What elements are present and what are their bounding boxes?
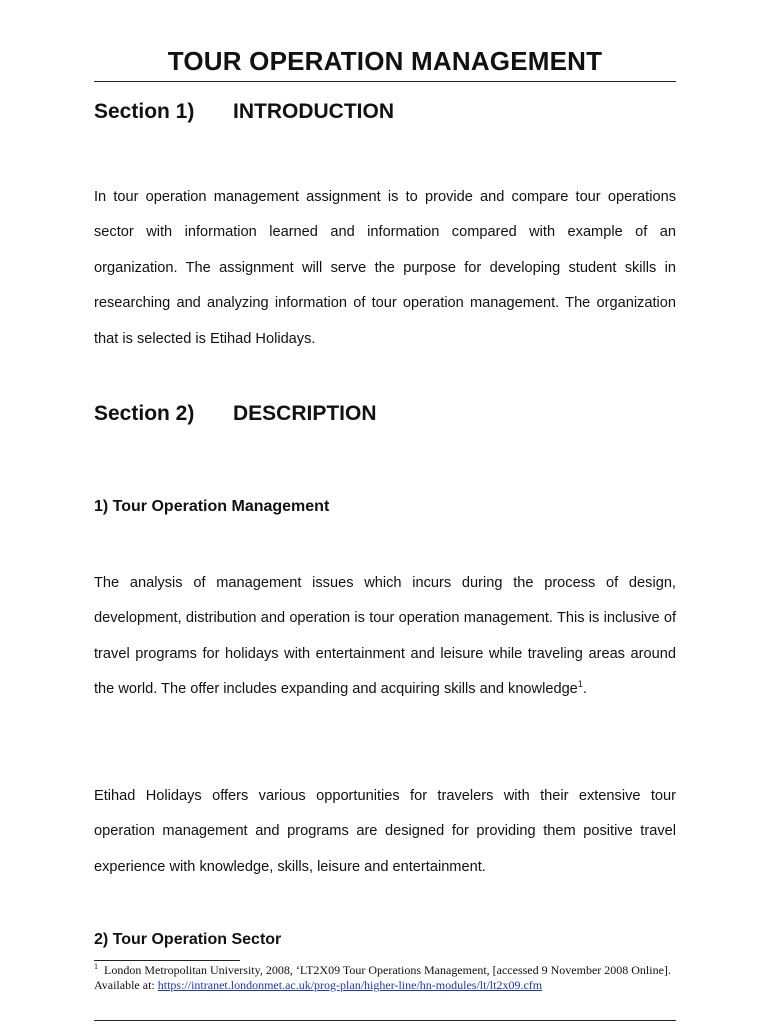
footnote-link[interactable]: https://intranet.londonmet.ac.uk/prog-plan/higher-line/hn-modules/lt/lt2x09.cfm bbox=[157, 978, 543, 992]
section-2-title: DESCRIPTION bbox=[233, 402, 377, 425]
tour-operation-management-paragraph bbox=[94, 566, 676, 708]
section-2-number: Section 2) bbox=[94, 402, 195, 425]
paragraph-end: . bbox=[582, 681, 587, 698]
etihad-holidays-paragraph: Etihad Holidays offers various opportunities for travelers with their extensive tour operation management and programs are designed for providing them positive travel experience with knowledge, skills, leisure and entertainment. bbox=[94, 788, 676, 875]
section-1-title: INTRODUCTION bbox=[233, 100, 394, 123]
section-2-heading bbox=[94, 402, 377, 426]
subsection-2-heading: 2) Tour Operation Sector bbox=[94, 931, 282, 948]
footnote-marker: 1 bbox=[94, 962, 98, 971]
footnote-separator bbox=[94, 960, 240, 961]
document-title: TOUR OPERATION MANAGEMENT bbox=[167, 46, 603, 76]
title-underline bbox=[94, 81, 676, 82]
section-1-heading bbox=[94, 100, 394, 124]
introduction-paragraph: In tour operation management assignment is to provide and compare tour operations sector with information learned and information compared with example of an organization. The assignment will serve the purpose for developing student skills in researching and analyzing information of tour operation management. The organization that is selected is Etihad Holidays. bbox=[94, 189, 676, 347]
paragraph-text: The analysis of management issues which incurs during the process of design, development, distribution and operation is tour operation management. This is inclusive of travel programs for holidays with entertainment and leisure while traveling areas around the world. The offer includes expanding and acquiring skills and knowledge bbox=[94, 575, 676, 698]
footnote-text: London Metropolitan University, 2008, ‘LT2X09 Tour Operations Management, [accessed 9 November 2008 Online]. Available at: bbox=[94, 963, 671, 992]
footnote-reference[interactable]: 1 bbox=[577, 679, 583, 690]
subsection-1-heading: 1) Tour Operation Management bbox=[94, 498, 330, 515]
page-bottom-rule bbox=[94, 1020, 676, 1021]
footnote bbox=[94, 963, 676, 993]
section-1-number: Section 1) bbox=[94, 100, 195, 123]
